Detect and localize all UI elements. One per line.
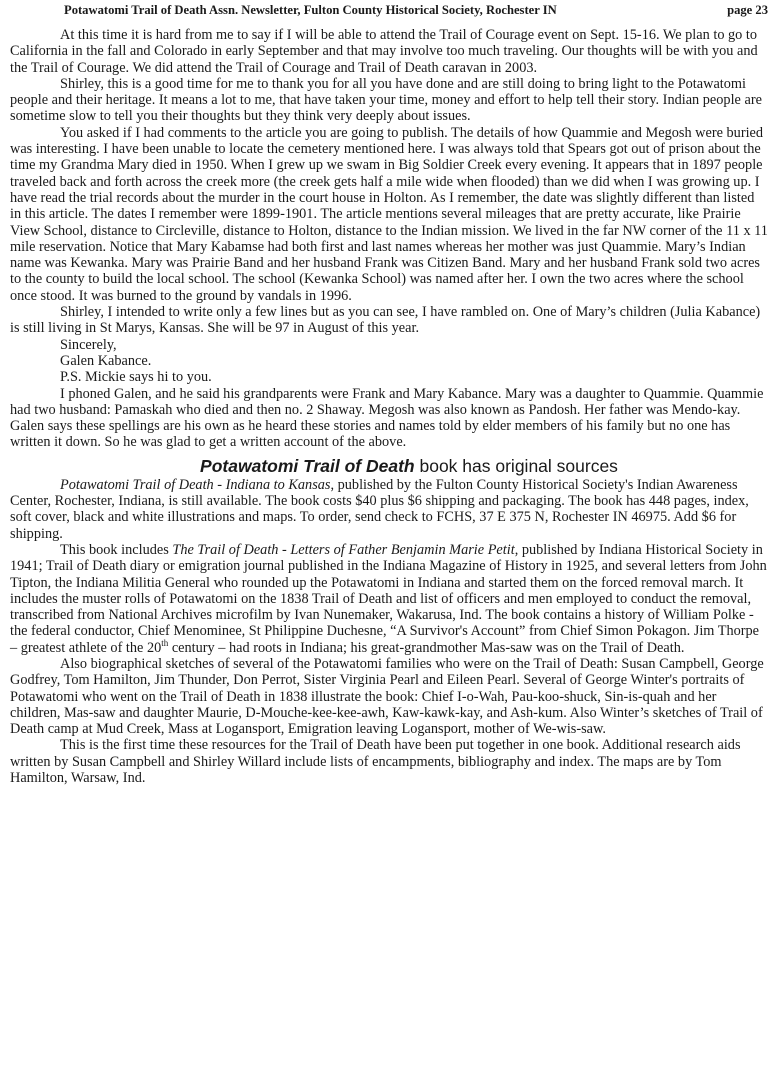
article-heading-italic: Potawatomi Trail of Death [200,455,415,476]
letter-section [10,27,768,451]
letter-paragraph-1: At this time it is hard from me to say if I will be able to attend the Trail of Courage event on Sept. 15-16. We plan to go to California in the fall and Colorado in early September and that may involve too much traveling. Our thoughts will be with you and the Trail of Courage. We did attend the Trail of Courage and Trail of Death caravan in 2003. [10,27,758,76]
article-paragraph-2-b: , published by Indiana Historical Society in 1941; Trail of Death diary or emigration journal published in the Indiana Magazine of History in 1925, and several letters from John Tipton, the Indiana Militia General who rounded up the Potawatomi in Indiana and started them on the forced removal march. It includes the muster rolls of Potawatomi on the 1838 Trail of Death and list of officers and men employed to conduct the removal, transcribed from National Archives microfilm by Ivan Nunemaker, Wakarusa, Ind. The book contains a history of William Polke - the federal conductor, Chief Menominee, St Philippine Duchesne, “A Survivor's Account” from Chief Simon Pokagon. Jim Thorpe – greatest athlete of the 20 [10,541,767,656]
letter-paragraph-2: Shirley, this is a good time for me to thank you for all you have done and are still doing to bring light to the Potawatomi people and their heritage. It means a lot to me, that have taken your time, money and effort to help tell their story. Indian people are sometime slow to tell you their thoughts but they think very deeply about issues. [10,75,762,125]
article-paragraph-1-text: , published by the Fulton County Historical Society's Indian Awareness Center, Rochester, Indiana, is still available. The book costs $40 plus $6 shipping and packaging. The book has 448 pages, index, soft cover, black and white illustrations and maps. To order, send check to FCHS, 37 E 375 N, Rochester IN 46975. Add $6 for shipping. [10,476,749,542]
editor-note: I phoned Galen, and he said his grandparents were Frank and Mary Kabance. Mary was a daughter to Quammie. Quammie had two husband: Pamaskah who died and then no. 2 Shaway. Megosh was also known as Pandosh. Her father was Mendo-kay. Galen says these spellings are his own as he heard these stories and names told by elder members of his family but no one has written it down. So he was glad to get a written account of the above. [10,385,764,451]
superscript-th: th [161,637,169,648]
letter-closing: Sincerely, [60,336,117,353]
book-title: Potawatomi Trail of Death - Indiana to Kansas [60,476,331,493]
letter-postscript: P.S. Mickie says hi to you. [60,369,212,386]
article-paragraph-2-a: This book includes [60,541,173,558]
article-paragraph-1 [10,477,768,542]
article-heading-rest: book has original sources [414,455,618,476]
article-paragraph-2 [10,542,768,656]
page-number: page 23 [727,3,768,17]
newsletter-title: Potawatomi Trail of Death Assn. Newsletter, Fulton County Historical Society, Rochester IN [64,3,557,17]
article-paragraph-4: This is the first time these resources for the Trail of Death have been put together in one book. Additional research aids written by Susan Campbell and Shirley Willard include lists of encampments, bibliography and index. The maps are by Tom Hamilton, Warsaw, Ind. [10,737,741,787]
article-section [10,477,768,787]
letter-signature: Galen Kabance. [60,352,152,369]
article-heading [10,456,768,476]
letter-paragraph-3: You asked if I had comments to the article you are going to publish. The details of how Quammie and Megosh were buried was interesting. I have been unable to locate the cemetery mentioned here. I was always told that Spears got out of prison about the time my Grandma Mary died in 1950. When I grew up we swam in Big Soldier Creek every evening. It appears that in 1897 people traveled back and forth across the creek more (the creek gets half a mile wide when flooded) than we did when I was growing up. I have read the trial records about the murder in the court house in Holton. As I remember, the date was slightly different than listed in this article. The dates I remember were 1899-1901. The article mentions several mileages that are pretty accurate, like Prairie View School, distance to Circleville, distance to Holton, distance to the Indian mission. We lived in the far NW corner of the 11 x 11 mile reservation. Notice that Mary Kabamse had both first and last names whereas her mother was just Quammie. Mary’s Indian name was Kewanka. Mary was Prairie Band and her husband Frank was Citizen Band. Mary and her husband Frank sold two acres to the county to build the local school. The school (Kewanka School) was named after her. I own the two acres where the school once stood. It was burned to the ground by vandals in 1996. [10,124,768,304]
article-paragraph-3: Also biographical sketches of several of the Potawatomi families who were on the Trail of Death: Susan Campbell, George Godfrey, Tom Hamilton, Jim Thunder, Don Perrot, Sister Virginia Pearl and Eileen Pearl. Several of George Winter's portraits of Potawatomi who went on the Trail of Death in 1838 illustrate the book: Chief I-o-Wah, Pau-koo-shuck, Sin-is-quah and her children, Mas-saw and daughter Maurie, D-Mouche-kee-kee-awh, Kaw-kawk-kay, and Ash-kum. Also Winter’s sketches of Trail of Death camp at Mud Creek, Mass at Logansport, Emigration leaving Logansport, mother of We-wis-saw. [10,655,764,738]
article-paragraph-2-c: century – had roots in Indiana; his great-grandmother Mas-saw was on the Trail of Death. [168,639,685,656]
petit-letters-title: The Trail of Death - Letters of Father Benjamin Marie Petit [172,541,515,558]
page-header [10,0,768,27]
letter-paragraph-4: Shirley, I intended to write only a few lines but as you can see, I have rambled on. One of Mary’s children (Julia Kabance) is still living in St Marys, Kansas. She will be 97 in August of this year. [10,304,761,337]
